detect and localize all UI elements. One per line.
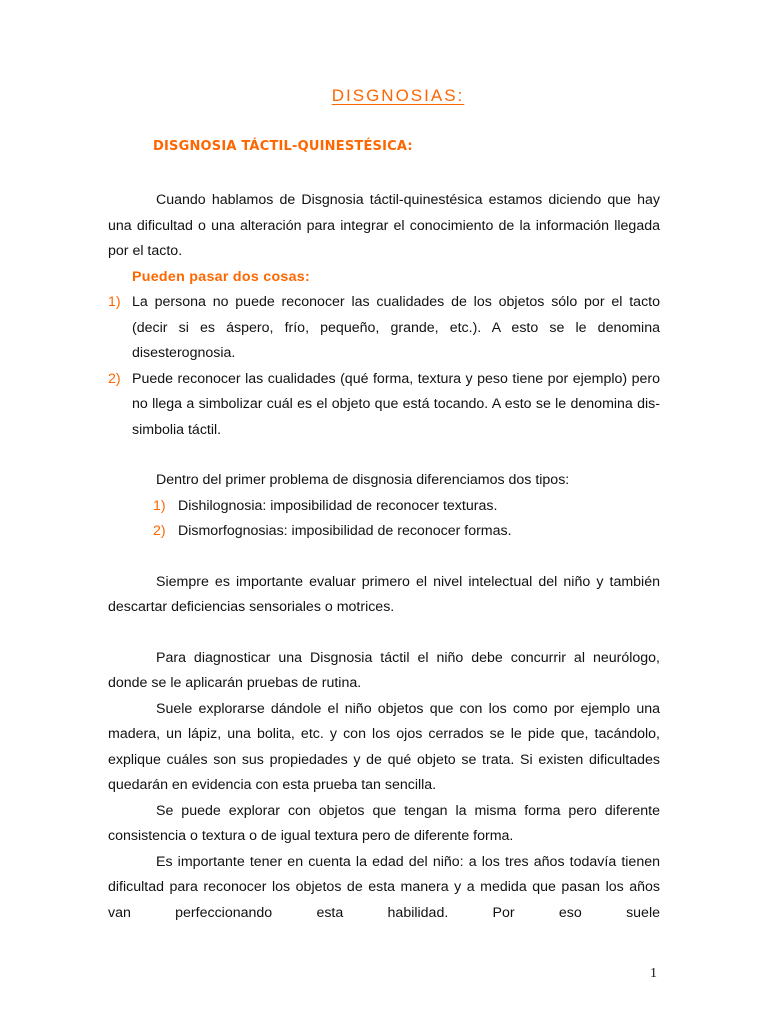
case-number: 2)	[108, 370, 121, 387]
explore-paragraph: Suele explorarse dándole el niño objetos que con los como por ejemplo una madera, un lápiz, una bolita, etc. y con los ojos cerrados se le pide que, tacándolo, explique cuáles son sus propiedades y de qué objeto se trata. Si existen dificultades quedarán en evidencia con esta prueba tan sencilla.	[108, 700, 660, 793]
age-paragraph: Es importante tener en cuenta la edad del niño: a los tres años todavía tienen dificultad para reconocer los objetos de esta manera y a medida que pasan los años van perfeccionando esta habilidad. Por eso suele	[108, 853, 660, 921]
intro-paragraph: Cuando hablamos de Disgnosia táctil-quinestésica estamos diciendo que hay una dificultad o una alteración para integrar el conocimiento de la información llegada por el tacto.	[108, 192, 660, 259]
type-item-2	[153, 519, 660, 545]
case-text: Puede reconocer las cualidades (qué forma, textura y peso tiene por ejemplo) pero no llega a simbolizar cuál es el objeto que está tocando. A esto se le denomina dis-simbolia táctil.	[132, 370, 660, 438]
type-number: 2)	[153, 523, 166, 539]
case-text: La persona no puede reconocer las cualidades de los objetos sólo por el tacto (decir si es áspero, frío, pequeño, grande, etc.). A esto se le denomina disesterognosia.	[132, 294, 660, 361]
case-number: 1)	[108, 294, 121, 310]
document-body	[108, 188, 660, 926]
diagnose-paragraph: Para diagnosticar una Disgnosia táctil el niño debe concurrir al neurólogo, donde se le aplicarán pruebas de rutina.	[108, 649, 660, 691]
types-intro: Dentro del primer problema de disgnosia diferenciamos dos tipos:	[156, 472, 570, 488]
spacer	[108, 545, 660, 570]
evaluate-paragraph: Siempre es importante evaluar primero el nivel intelectual del niño y también descartar deficiencias sensoriales o motrices.	[108, 573, 660, 615]
case-item-2	[108, 367, 660, 444]
type-text: Dishilognosia: imposibilidad de reconocer texturas.	[178, 497, 498, 514]
case-item-1	[108, 290, 660, 367]
spacer	[108, 621, 660, 646]
section-heading: DISGNOSIA TÁCTIL-QUINESTÉSICA:	[153, 139, 413, 154]
types-list	[108, 494, 660, 545]
document-title: DISGNOSIAS:	[331, 86, 465, 105]
spacer	[108, 443, 660, 468]
page-number: 1	[650, 966, 657, 981]
cases-heading: Pueden pasar dos cosas:	[132, 268, 311, 285]
type-number: 1)	[153, 497, 166, 514]
objects-paragraph: Se puede explorar con objetos que tengan la misma forma pero diferente consistencia o textura o de igual textura pero de diferente forma.	[108, 802, 660, 844]
type-text: Dismorfognosias: imposibilidad de reconocer formas.	[178, 523, 512, 539]
type-item-1	[153, 494, 660, 520]
